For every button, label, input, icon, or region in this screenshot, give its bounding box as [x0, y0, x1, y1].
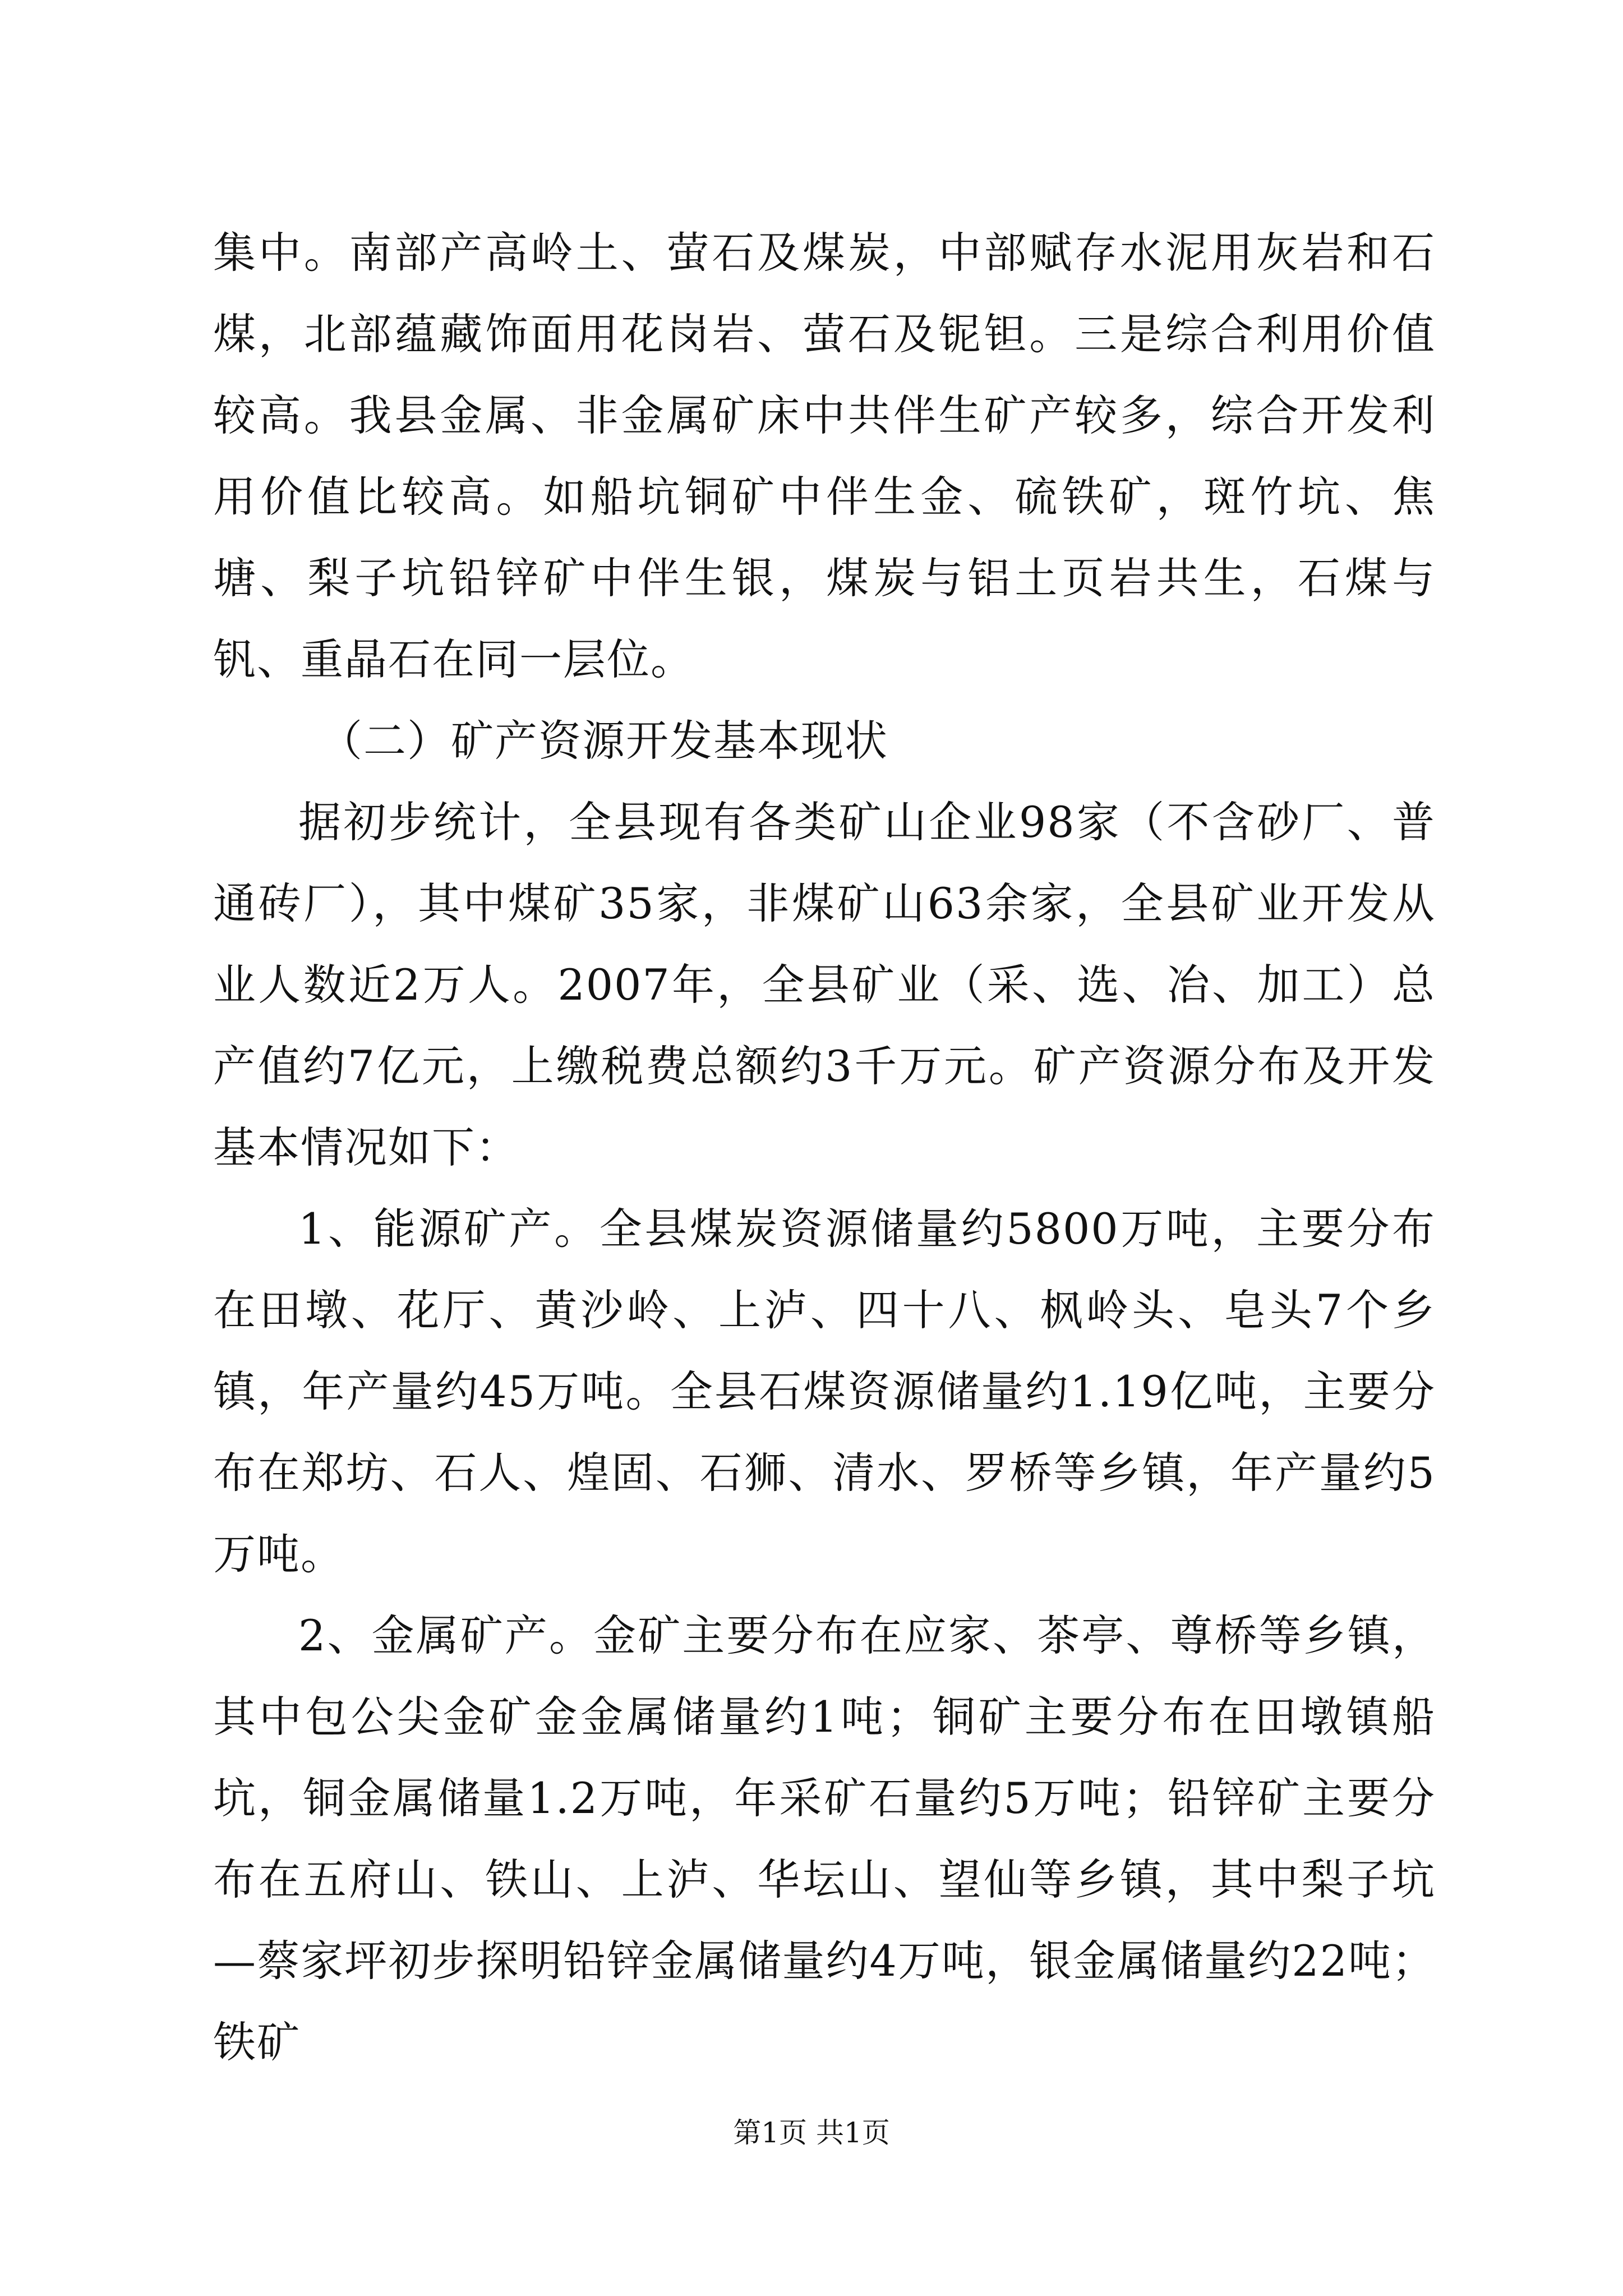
- document-body: [213, 212, 1436, 2083]
- paragraph-mineral-distribution: 集中。南部产高岭土、萤石及煤炭，中部赋存水泥用灰岩和石煤，北部蕴藏饰面用花岗岩、萤石及铌钽。三是综合利用价值较高。我县金属、非金属矿床中共伴生矿产较多，综合开发利用价值比较高。如船坑铜矿中伴生金、硫铁矿，斑竹坑、焦塘、梨子坑铅锌矿中伴生银，煤炭与铝土页岩共生，石煤与钒、重晶石在同一层位。: [213, 228, 1436, 684]
- paragraph-statistics: 据初步统计，全县现有各类矿山企业98家（不含砂厂、普通砖厂），其中煤矿35家，非煤矿山63余家，全县矿业开发从业人数近2万人。2007年，全县矿业（采、选、冶、加工）总产值约7亿元，上缴税费总额约3千万元。矿产资源分布及开发基本情况如下：: [213, 797, 1436, 1172]
- page-footer: 第1页 共1页: [733, 2116, 890, 2149]
- paragraph-energy-minerals: 1、能源矿产。全县煤炭资源储量约5800万吨，主要分布在田墩、花厅、黄沙岭、上泸、四十八、枫岭头、皂头7个乡镇，年产量约45万吨。全县石煤资源储量约1.19亿吨，主要分布在郑坊、石人、煌固、石狮、清水、罗桥等乡镇，年产量约5万吨。: [213, 1204, 1436, 1579]
- paragraph-metal-minerals: 2、金属矿产。金矿主要分布在应家、茶亭、尊桥等乡镇，其中包公尖金矿金金属储量约1吨；铜矿主要分布在田墩镇船坑，铜金属储量1.2万吨，年采矿石量约5万吨；铅锌矿主要分布在五府山、铁山、上泸、华坛山、望仙等乡镇，其中梨子坑—蔡家坪初步探明铅锌金属储量约4万吨，银金属储量约22吨；铁矿: [213, 1611, 1436, 2067]
- section-heading-development-status: （二）矿产资源开发基本现状: [320, 716, 888, 766]
